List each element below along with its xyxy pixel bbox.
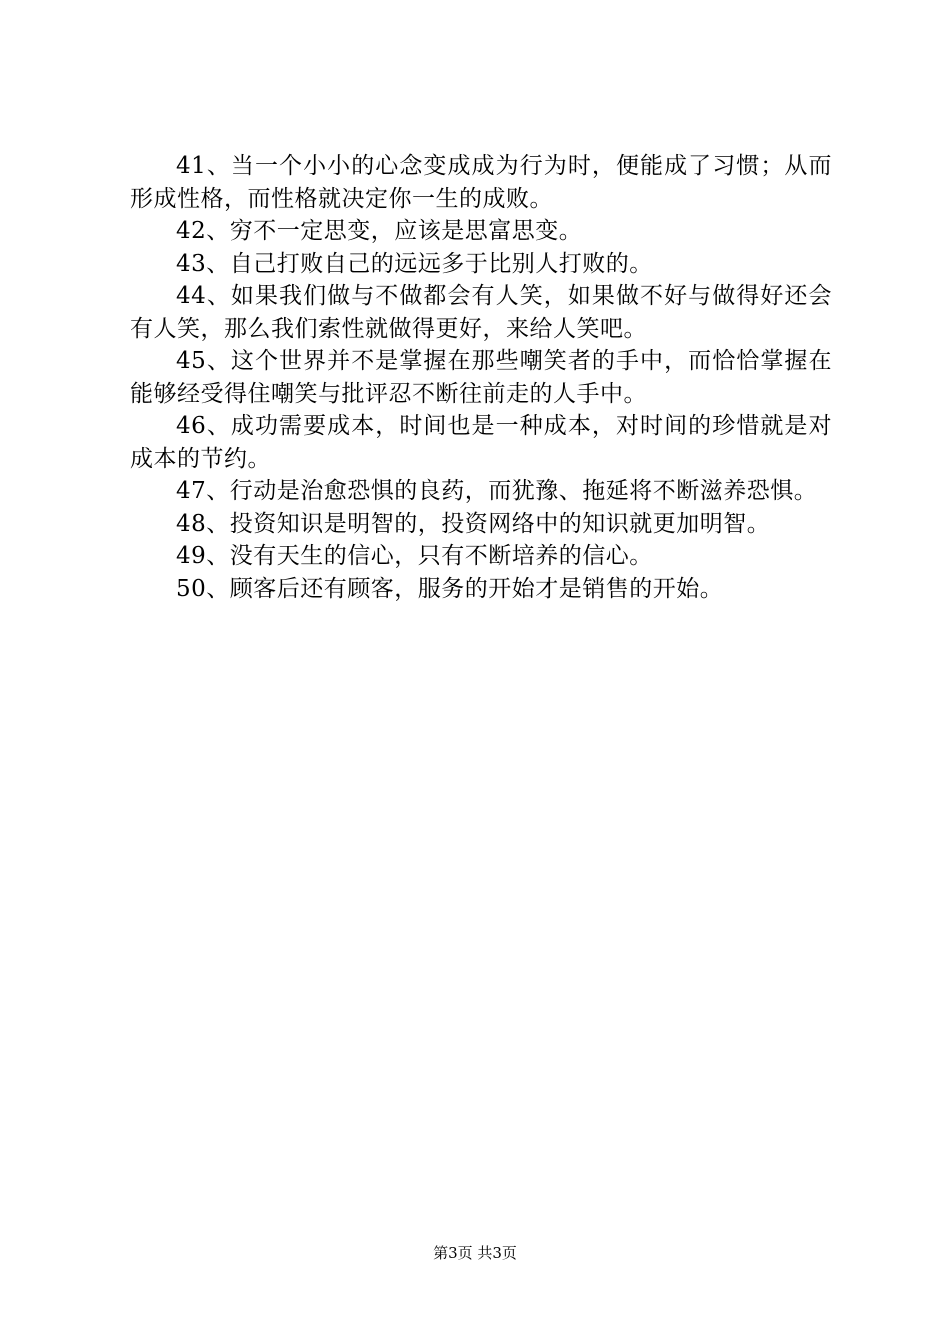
document-body <box>130 150 832 605</box>
paragraph-47: 47、行动是治愈恐惧的良药，而犹豫、拖延将不断滋养恐惧。 <box>176 478 818 504</box>
paragraph-41: 41、当一个小小的心念变成成为行为时，便能成了习惯；从而形成性格，而性格就决定你一生的成败。 <box>130 153 832 212</box>
paragraph-48: 48、投资知识是明智的，投资网络中的知识就更加明智。 <box>176 510 771 537</box>
paragraph-43: 43、自己打败自己的远远多于比别人打败的。 <box>176 250 653 277</box>
paragraph-45: 45、这个世界并不是掌握在那些嘲笑者的手中，而恰恰掌握在能够经受得住嘲笑与批评忍不断往前走的人手中。 <box>130 348 832 407</box>
page-footer <box>0 1244 950 1262</box>
page-number-label: 第3页 共3页 <box>433 1244 517 1262</box>
paragraph-49: 49、没有天生的信心，只有不断培养的信心。 <box>176 543 653 569</box>
paragraph-44: 44、如果我们做与不做都会有人笑，如果做不好与做得好还会有人笑，那么我们索性就做得更好，来给人笑吧。 <box>130 283 832 342</box>
paragraph-42: 42、穷不一定思变，应该是思富思变。 <box>176 218 583 244</box>
paragraph-50: 50、顾客后还有顾客，服务的开始才是销售的开始。 <box>176 575 724 602</box>
paragraph-46: 46、成功需要成本，时间也是一种成本，对时间的珍惜就是对成本的节约。 <box>130 413 832 472</box>
